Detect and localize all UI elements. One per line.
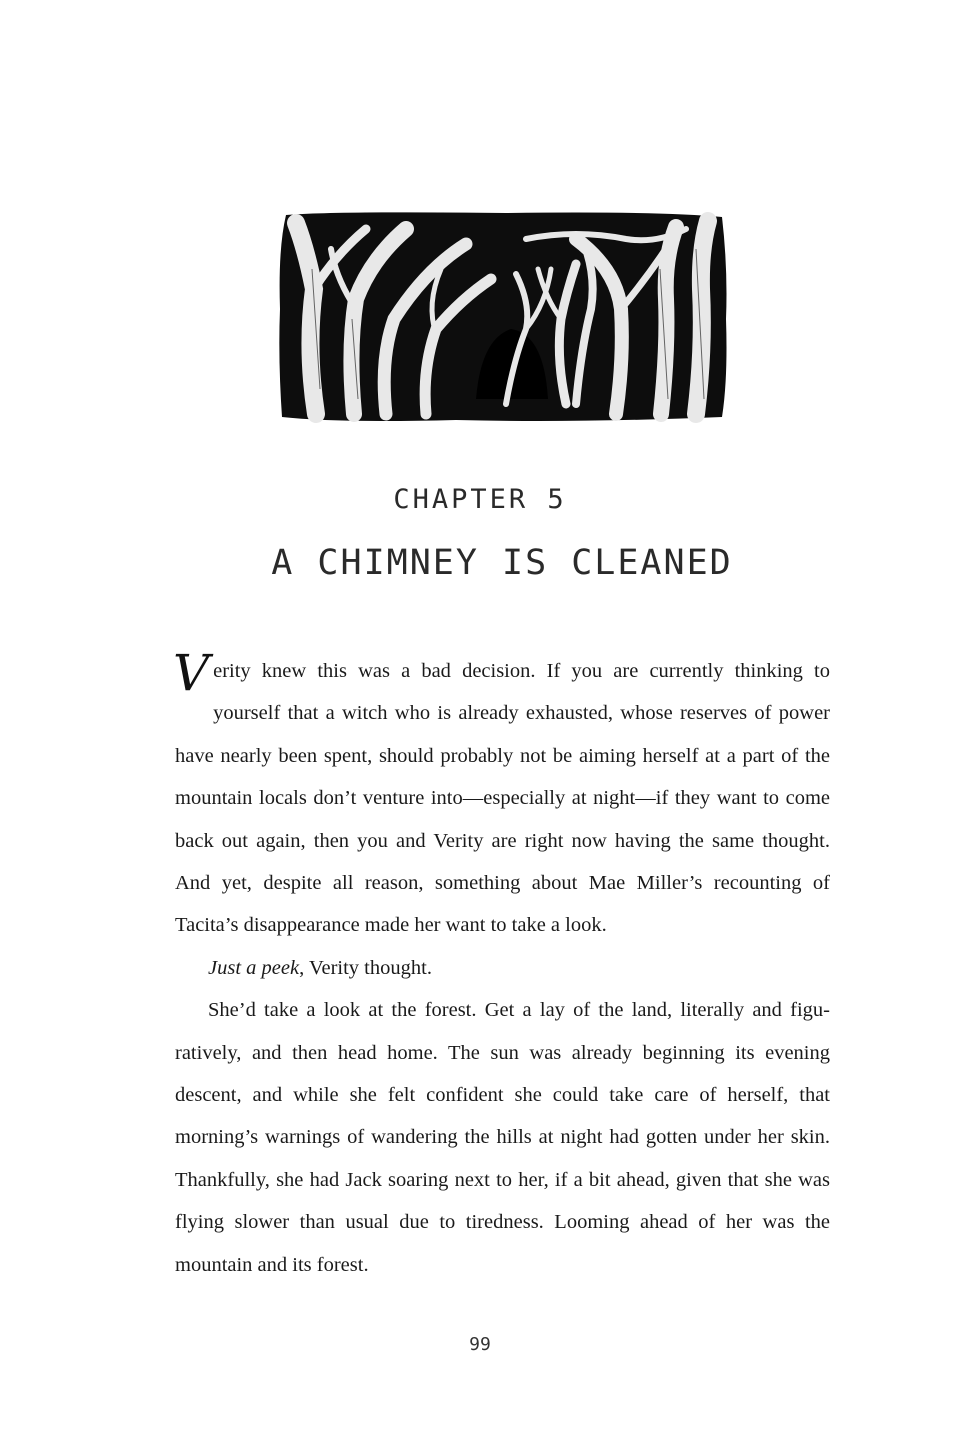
paragraph bbox=[173, 644, 830, 947]
paragraph-text: erity knew this was a bad decision. If you are currently thinking to yourself that a witch who is already exhausted, whose reserves of power have nearly been spent, should probably not be aiming herself at a part of the mountain locals don’t venture into—especially at night—if they want to come back out again, then you and Verity are right now having the same thought. And yet, despite all reason, something about Mae Miller’s recounting of Tacita’s disappearance made her want to take a look. bbox=[175, 660, 830, 937]
paragraph: She’d take a look at the forest. Get a lay of the land, literally and figuratively, and then head home. The sun was already beginning its evening descent, and while she felt confident she could take care of herself, that morning’s warnings of wandering the hills at night had gotten under her skin. Thankfully, she had Jack soaring next to her, if a bit ahead, given that she was flying slower than usual due to tiredness. Looming ahead of her was the mountain and its forest. bbox=[175, 999, 830, 1276]
chapter-title: A CHIMNEY IS CLEANED bbox=[271, 543, 733, 583]
page-number: 99 bbox=[469, 1334, 491, 1355]
drop-cap: V bbox=[173, 644, 210, 702]
forest-illustration bbox=[276, 209, 730, 424]
chapter-number: CHAPTER 5 bbox=[393, 484, 567, 515]
paragraph-text: , Verity thought. bbox=[299, 956, 432, 979]
italic-thought: Just a peek bbox=[208, 956, 300, 979]
chapter-body bbox=[173, 644, 830, 1286]
paragraph bbox=[175, 947, 830, 989]
